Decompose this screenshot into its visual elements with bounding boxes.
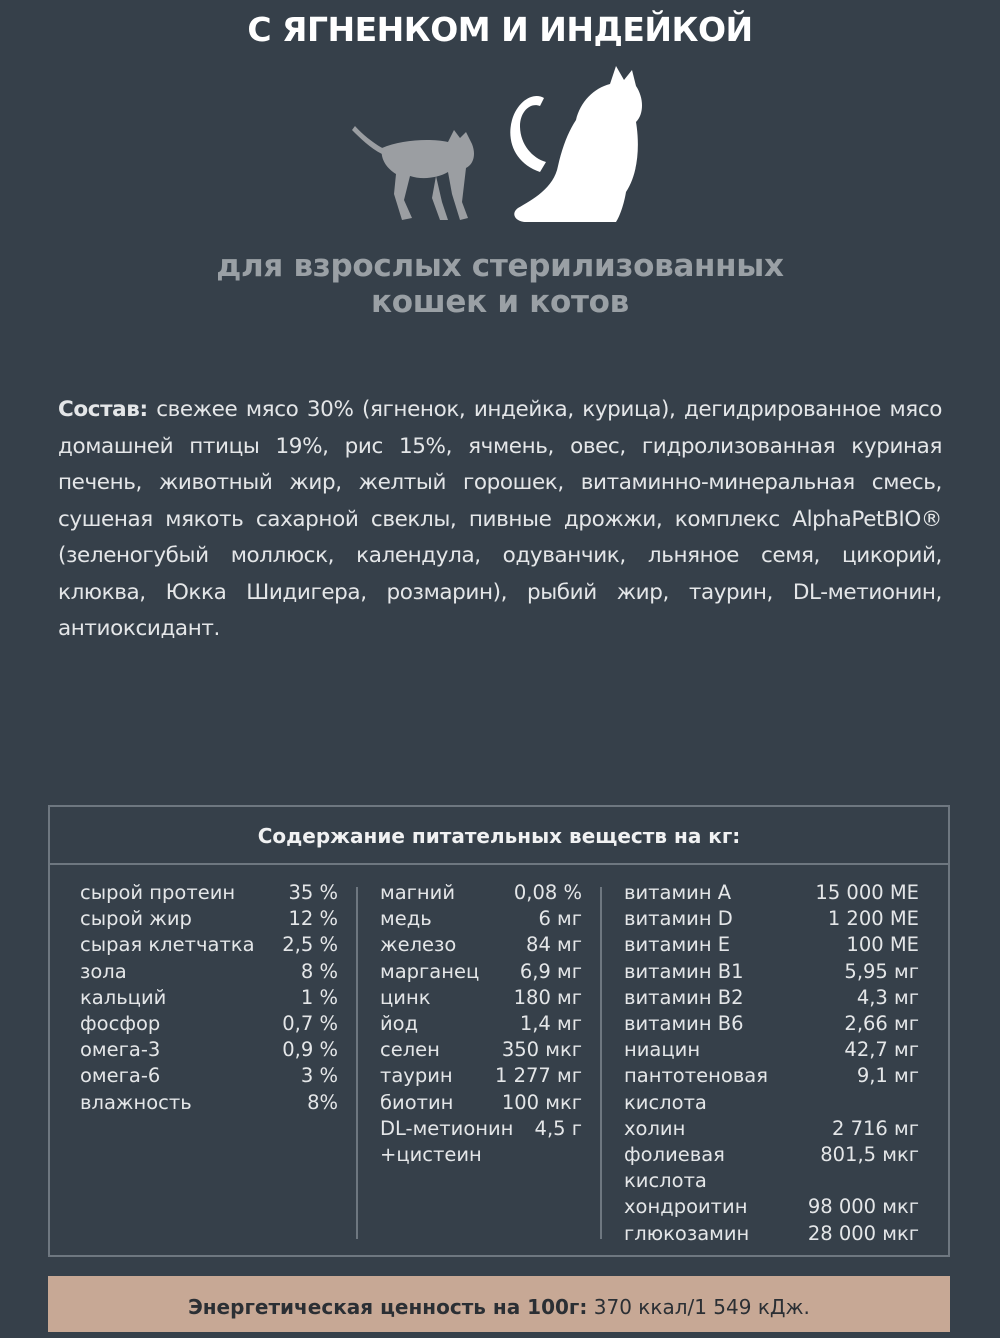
nutrient-row xyxy=(380,1037,582,1063)
nutrient-value: 1,4 мг xyxy=(519,1012,582,1036)
nutrient-value: 100 МЕ xyxy=(846,933,919,957)
nutrient-row xyxy=(80,959,338,985)
nutrient-value: 2,66 мг xyxy=(844,1012,919,1036)
nutrient-name: витамин Е xyxy=(624,933,731,957)
nutrient-value: 8 % xyxy=(300,959,338,983)
nutrient-value: 98 000 мкг xyxy=(807,1195,919,1219)
nutrients-title: Содержание питательных веществ на кг: xyxy=(50,807,948,865)
nutrient-value: 801,5 мкг xyxy=(820,1143,919,1167)
nutrient-name: ниацин xyxy=(624,1038,701,1062)
nutrient-value: 4,3 мг xyxy=(856,985,919,1009)
nutrient-value: 1 200 МЕ xyxy=(827,907,919,931)
energy-value-bar xyxy=(48,1276,950,1332)
energy-label: Энергетическая ценность на 100г: xyxy=(188,1295,588,1319)
product-title: С ЯГНЕНКОМ И ИНДЕЙКОЙ xyxy=(247,10,753,49)
nutrient-row xyxy=(80,1011,338,1037)
nutrient-value: 42,7 мг xyxy=(844,1038,919,1062)
nutrient-name: фосфор xyxy=(80,1012,161,1036)
column-divider xyxy=(356,887,358,1239)
nutrient-row xyxy=(624,1116,919,1142)
nutrients-column-1 xyxy=(80,880,338,1116)
nutrient-name: витамин В6 xyxy=(624,1012,744,1036)
nutrient-value: 0,9 % xyxy=(282,1038,338,1062)
nutrient-name: железо xyxy=(380,933,457,957)
nutrient-value: 100 мкг xyxy=(501,1090,582,1114)
nutrients-table xyxy=(48,805,950,1257)
nutrient-value: 28 000 мкг xyxy=(807,1221,919,1245)
energy-value: 370 ккал/1 549 кДж. xyxy=(587,1295,810,1319)
nutrient-row xyxy=(380,1063,582,1089)
nutrient-value: 0,08 % xyxy=(513,881,582,904)
nutrient-value: 15 000 МЕ xyxy=(815,881,919,904)
nutrient-row xyxy=(624,880,919,906)
nutrient-row xyxy=(624,1221,919,1247)
nutrient-value: 2 716 мг xyxy=(832,1116,919,1140)
nutrient-row xyxy=(624,932,919,958)
nutrient-value: 5,95 мг xyxy=(844,959,919,983)
nutrient-row xyxy=(380,959,582,985)
nutrient-row xyxy=(624,1063,919,1115)
cat-icon xyxy=(510,66,642,222)
nutrient-row xyxy=(624,1194,919,1220)
nutrient-row xyxy=(624,1037,919,1063)
nutrients-column-3 xyxy=(624,880,919,1247)
nutrient-row xyxy=(80,906,338,932)
nutrient-value: 2,5 % xyxy=(282,933,338,957)
composition-label: Состав: xyxy=(58,397,148,422)
nutrients-column-2 xyxy=(380,880,582,1168)
nutrient-name: магний xyxy=(380,881,456,904)
nutrient-row xyxy=(80,985,338,1011)
nutrient-name: пантотеновая кислота xyxy=(624,1064,768,1114)
nutrient-name: витамин В1 xyxy=(624,959,744,983)
nutrient-name: сырая клетчатка xyxy=(80,933,255,957)
nutrient-name: цинк xyxy=(380,985,431,1009)
nutrient-value: 8% xyxy=(307,1090,338,1114)
composition xyxy=(58,392,942,648)
target-audience xyxy=(0,248,1000,320)
nutrient-row xyxy=(80,932,338,958)
nutrient-name: влажность xyxy=(80,1090,192,1114)
nutrient-name: сырой жир xyxy=(80,907,192,931)
nutrient-value: 9,1 мг xyxy=(856,1064,919,1088)
nutrient-value: 84 мг xyxy=(526,933,582,957)
nutrient-name: витамин D xyxy=(624,907,733,931)
nutrient-row xyxy=(380,906,582,932)
nutrient-value: 3 % xyxy=(300,1064,338,1088)
cats-illustration xyxy=(340,62,670,232)
nutrient-name: омега-3 xyxy=(80,1038,161,1062)
nutrient-value: 1 277 мг xyxy=(495,1064,582,1088)
nutrient-row xyxy=(624,1011,919,1037)
nutrient-name: биотин xyxy=(380,1090,454,1114)
nutrient-row xyxy=(380,985,582,1011)
nutrient-row xyxy=(80,1037,338,1063)
nutrient-name: кальций xyxy=(80,985,167,1009)
nutrient-value: 180 мг xyxy=(513,985,582,1009)
nutrient-name: омега-6 xyxy=(80,1064,161,1088)
nutrient-name: йод xyxy=(380,1012,419,1036)
nutrient-value: 6,9 мг xyxy=(519,959,582,983)
nutrient-value: 350 мкг xyxy=(501,1038,582,1062)
nutrient-name: селен xyxy=(380,1038,440,1062)
nutrient-name: таурин xyxy=(380,1064,453,1088)
nutrient-name: хондроитин xyxy=(624,1195,748,1219)
nutrient-row xyxy=(380,1011,582,1037)
nutrient-row xyxy=(80,1090,338,1116)
nutrient-name: фолиевая кислота xyxy=(624,1143,725,1193)
nutrient-value: 12 % xyxy=(288,907,338,931)
nutrient-row xyxy=(624,1142,919,1194)
nutrient-value: 4,5 г xyxy=(534,1116,582,1140)
nutrient-name: витамин В2 xyxy=(624,985,744,1009)
nutrient-row xyxy=(380,880,582,906)
nutrient-row xyxy=(624,985,919,1011)
kitten-icon xyxy=(352,126,474,220)
nutrient-name: сырой протеин xyxy=(80,881,236,904)
nutrient-name: глюкозамин xyxy=(624,1221,750,1245)
nutrient-row xyxy=(624,959,919,985)
nutrient-name: витамин А xyxy=(624,881,732,904)
column-divider xyxy=(600,887,602,1239)
nutrient-row xyxy=(380,932,582,958)
nutrient-value: 1 % xyxy=(300,985,338,1009)
nutrient-value: 35 % xyxy=(288,881,338,904)
nutrient-row xyxy=(80,880,338,906)
nutrient-name: зола xyxy=(80,959,127,983)
nutrient-name: DL-метионин +цистеин xyxy=(380,1116,514,1167)
nutrient-value: 6 мг xyxy=(538,907,582,931)
nutrient-row xyxy=(624,906,919,932)
nutrient-row xyxy=(80,1063,338,1089)
nutrient-name: холин xyxy=(624,1116,686,1140)
nutrient-name: марганец xyxy=(380,959,480,983)
nutrient-name: медь xyxy=(380,907,432,931)
nutrient-value: 0,7 % xyxy=(282,1012,338,1036)
nutrient-row xyxy=(380,1090,582,1116)
subtitle-line-2: кошек и котов xyxy=(371,284,629,320)
nutrient-row xyxy=(380,1116,582,1168)
composition-text: свежее мясо 30% (ягненок, индейка, курица), дегидрированное мясо домашней птицы 19%, рис 15%, ячмень, овес, гидролизованная куриная печень, животный жир, желтый горошек, витаминно-минеральная смесь, сушеная мякоть сахарной свеклы, пивные дрожжи, комплекс AlphaPetBIO® (зеленогубый моллюск, календула, одуванчик, льняное семя, цикорий, клюква, Юкка Шидигера, розмарин), рыбий жир, таурин, DL-метионин, антиоксидант. xyxy=(58,397,942,641)
subtitle-line-1: для взрослых стерилизованных xyxy=(216,248,784,284)
